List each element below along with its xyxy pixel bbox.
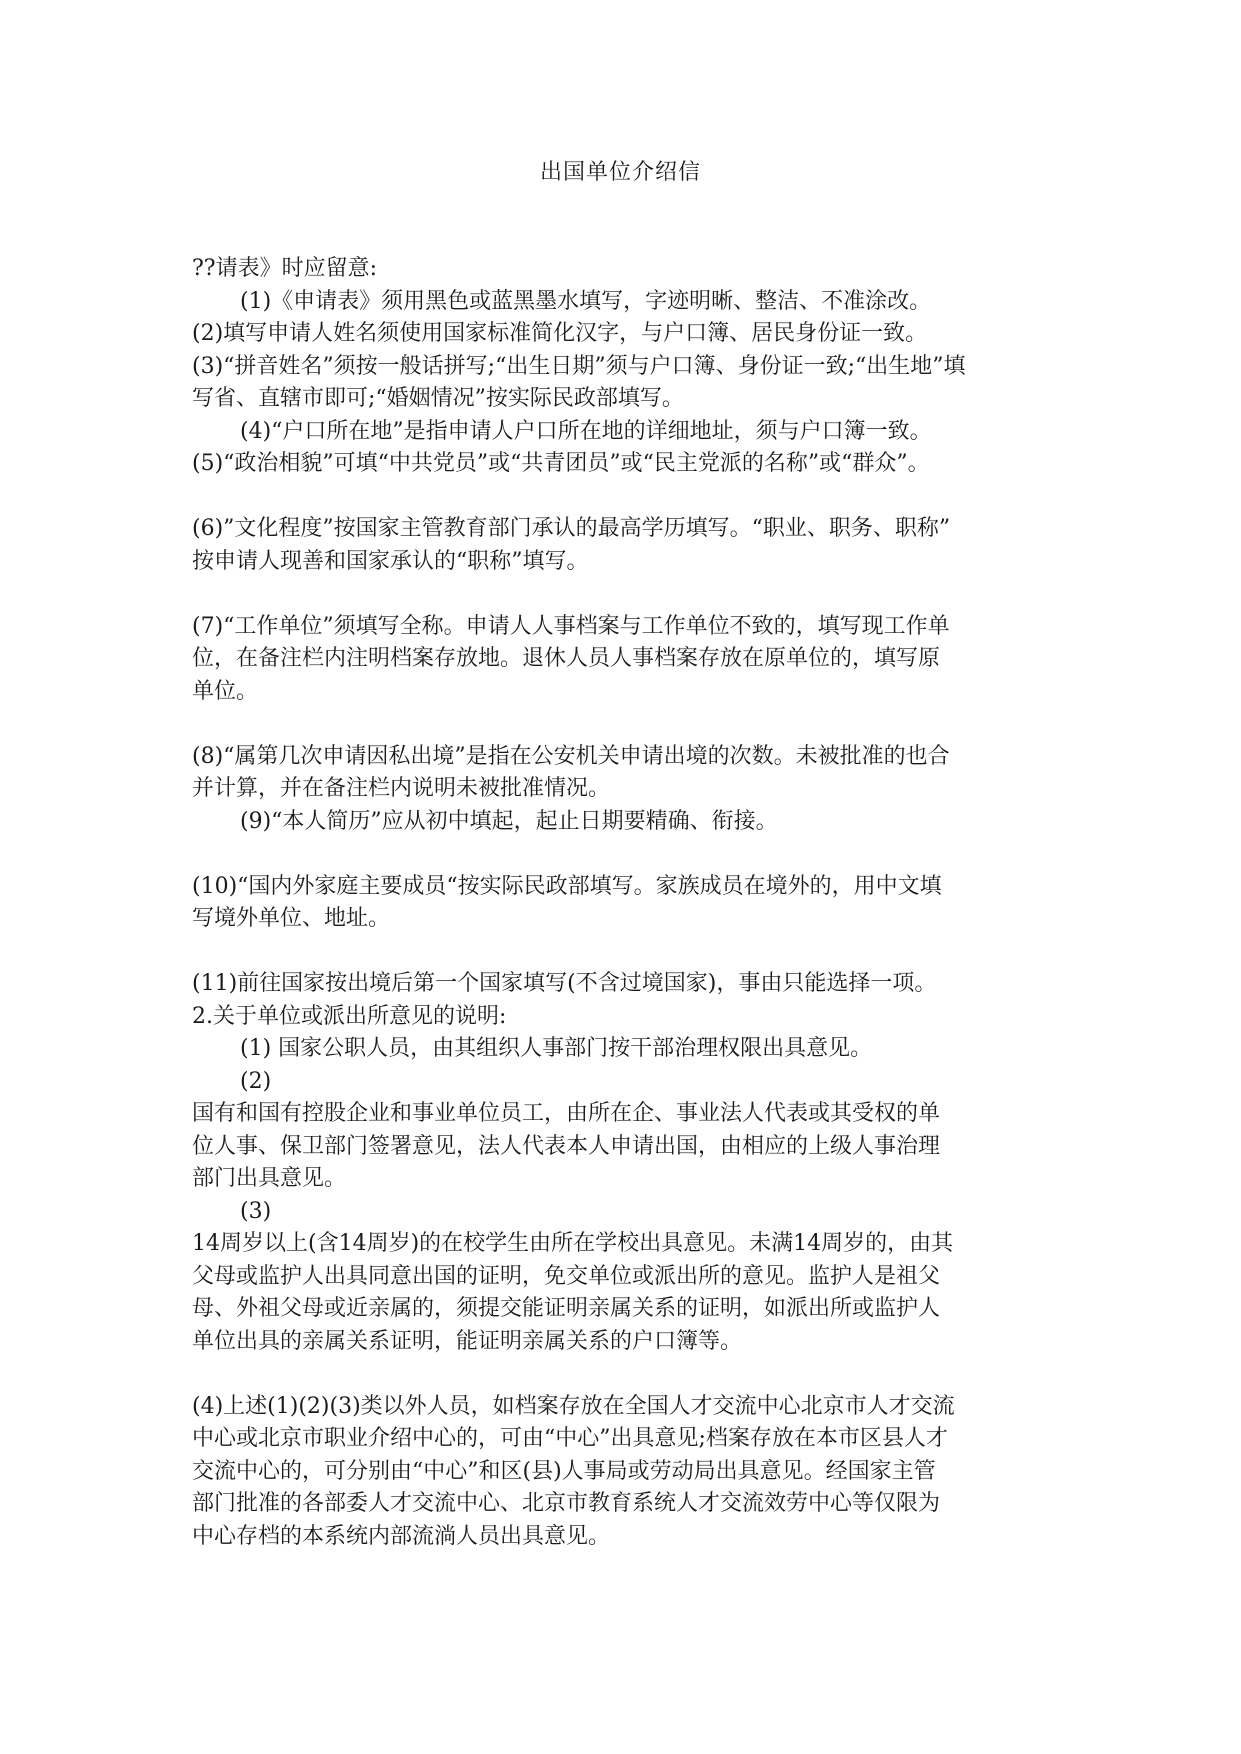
text-line: (3) bbox=[240, 1198, 272, 1224]
text-line: (8)“属第几次申请因私出境”是指在公安机关申请出境的次数。未被批准的也合 bbox=[192, 743, 950, 769]
text-line: (4)上述(1)(2)(3)类以外人员，如档案存放在全国人才交流中心北京市人才交流 bbox=[192, 1393, 955, 1419]
paragraph-gap bbox=[192, 838, 1062, 871]
text-line: (6)”文化程度”按国家主管教育部门承认的最高学历填写。“职业、职务、职称” bbox=[192, 516, 951, 541]
paragraph-gap bbox=[192, 936, 1062, 969]
text-line: (3)“拼音姓名”须按一般话拼写;“出生日期”须与户口簿、身份证一致;“出生地”填 bbox=[192, 353, 966, 379]
text-line: 父母或监护人出具同意出国的证明，免交单位或派出所的意见。监护人是祖父 bbox=[192, 1263, 941, 1289]
text-line: 2.关于单位或派出所意见的说明: bbox=[192, 1003, 507, 1029]
text-line: 写省、直辖市即可;“婚姻情况”按实际民政部填写。 bbox=[192, 386, 684, 411]
text-line: 部门出具意见。 bbox=[192, 1166, 347, 1191]
text-line: 国有和国有控股企业和事业单位员工，由所在企、事业法人代表或其受权的单 bbox=[192, 1101, 941, 1126]
text-line: 按申请人现善和国家承认的“职称”填写。 bbox=[192, 548, 589, 574]
text-line: (1)《申请表》须用黑色或蓝黑墨水填写，字迹明晰、整洁、不准涂改。 bbox=[240, 288, 932, 314]
paragraph-gap bbox=[192, 1358, 1062, 1391]
text-line: 中心存档的本系统内部流淌人员出具意见。 bbox=[192, 1523, 611, 1549]
document-title: 出国单位介绍信 bbox=[539, 160, 701, 185]
text-line: 交流中心的，可分别由“中心”和区(县)人事局或劳动局出具意见。经国家主管 bbox=[192, 1458, 936, 1484]
text-line: 14周岁以上(含14周岁)的在校学生由所在学校出具意见。未满14周岁的，由其 bbox=[192, 1231, 954, 1256]
text-line: (2)填写申请人姓名须使用国家标准简化汉字，与户口簿、居民身份证一致。 bbox=[192, 321, 928, 346]
text-line: (11)前往国家按出境后第一个国家填写(不含过境国家)，事由只能选择一项。 bbox=[192, 971, 937, 996]
paragraph-gap bbox=[192, 481, 1062, 514]
text-line: 中心或北京市职业介绍中心的，可由“中心”出具意见;档案存放在本市区县人才 bbox=[192, 1426, 948, 1451]
text-line: (1) 国家公职人员，由其组织人事部门按干部治理权限出具意见。 bbox=[240, 1036, 873, 1061]
text-line: (10)“国内外家庭主要成员“按实际民政部填写。家族成员在境外的，用中文填 bbox=[192, 873, 942, 899]
text-line: 位人事、保卫部门签署意见，法人代表本人申请出国，由相应的上级人事治理 bbox=[192, 1133, 941, 1159]
text-line: (2) bbox=[240, 1068, 272, 1094]
text-line: 位，在备注栏内注明档案存放地。退休人员人事档案存放在原单位的，填写原 bbox=[192, 646, 941, 671]
paragraph-gap bbox=[192, 708, 1062, 741]
text-line: 并计算，并在备注栏内说明未被批准情况。 bbox=[192, 776, 611, 801]
text-line: (4)“户口所在地”是指申请人户口所在地的详细地址，须与户口簿一致。 bbox=[240, 418, 932, 444]
text-line: 部门批准的各部委人才交流中心、北京市教育系统人才交流效劳中心等仅限为 bbox=[192, 1491, 941, 1516]
text-line: 母、外祖父母或近亲属的，须提交能证明亲属关系的证明，如派出所或监护人 bbox=[192, 1296, 941, 1321]
text-line: (7)“工作单位”须填写全称。申请人人事档案与工作单位不致的，填写现工作单 bbox=[192, 613, 950, 639]
text-line: (5)“政治相貌”可填“中共党员”或“共青团员”或“民主党派的名称”或“群众”。 bbox=[192, 451, 930, 476]
text-line: 单位出具的亲属关系证明，能证明亲属关系的户口簿等。 bbox=[192, 1328, 743, 1354]
text-line: 写境外单位、地址。 bbox=[192, 906, 391, 931]
text-line: (9)“本人简历”应从初中填起，起止日期要精确、衔接。 bbox=[240, 808, 778, 834]
document-body bbox=[192, 253, 1062, 1553]
text-line: ??请表》时应留意: bbox=[192, 256, 378, 281]
text-line: 单位。 bbox=[192, 678, 259, 704]
paragraph-gap bbox=[192, 578, 1062, 611]
